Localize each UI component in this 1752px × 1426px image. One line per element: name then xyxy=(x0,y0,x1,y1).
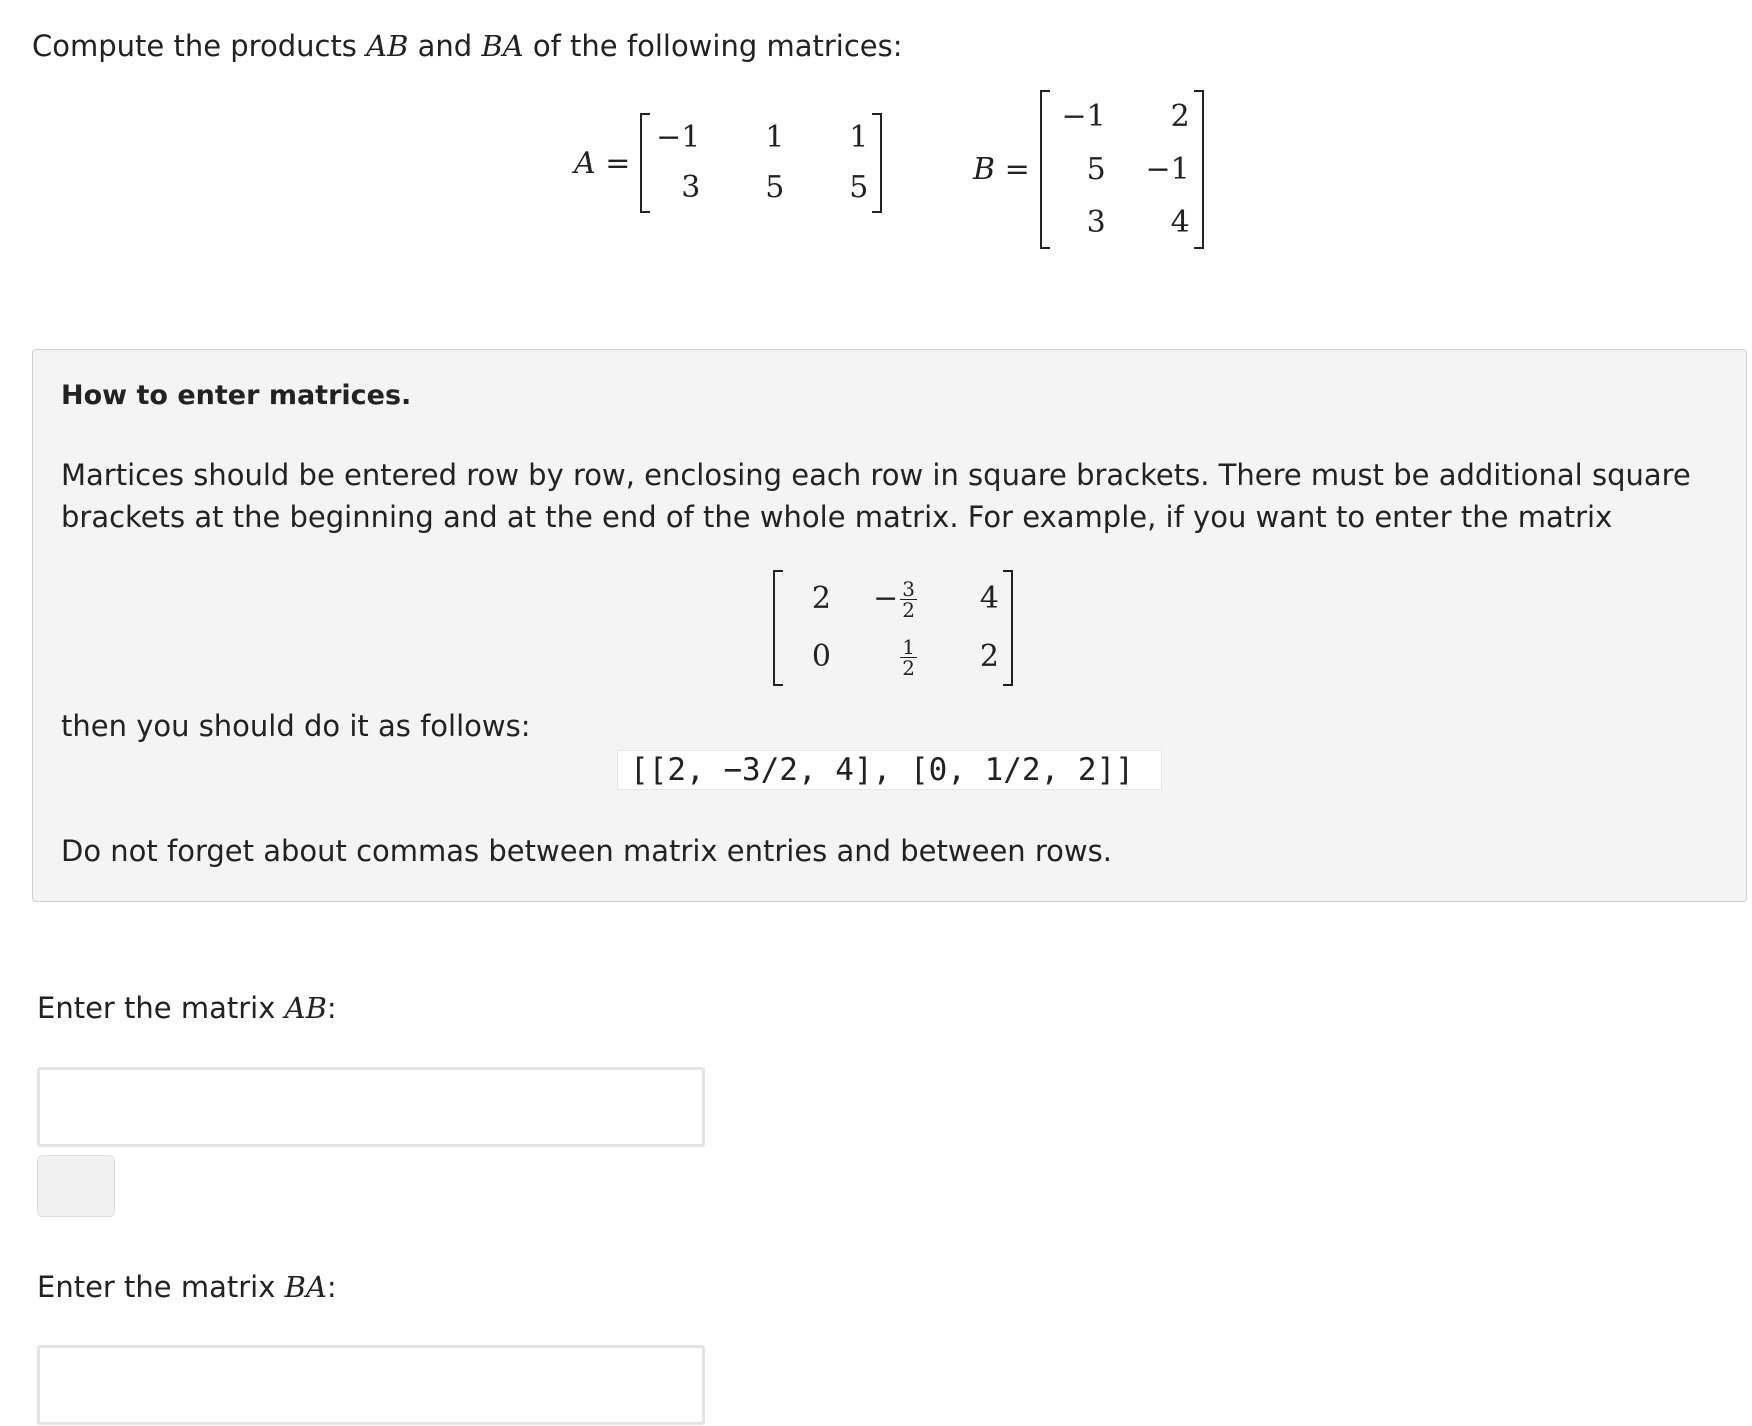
question-text: Compute the products AB and BA of the following matrices: xyxy=(32,29,903,63)
code-example: [[2, −3/2, 4], [0, 1/2, 2]] xyxy=(617,750,1162,790)
matrix-cell: −1 xyxy=(1061,99,1106,134)
matrix-a xyxy=(574,113,882,213)
math-ab: AB xyxy=(366,29,409,63)
answer-ab-input[interactable] xyxy=(37,1067,705,1147)
matrix-cell: 5 xyxy=(765,170,785,205)
check-answer-button[interactable] xyxy=(37,1155,115,1217)
answer-ba-label: Enter the matrix BA: xyxy=(37,1270,337,1304)
example-matrix xyxy=(773,570,1013,686)
matrix-b xyxy=(973,90,1204,249)
example-matrix-body xyxy=(773,570,1013,686)
matrix-cell: −1 xyxy=(656,120,701,155)
matrix-cell: 2 xyxy=(979,639,999,674)
help-title: How to enter matrices. xyxy=(61,380,412,411)
matrix-cell: 1 xyxy=(849,120,869,155)
answer-ba-input[interactable] xyxy=(37,1345,705,1425)
matrix-cell: 4 xyxy=(979,581,999,616)
matrix-cell: 3 xyxy=(1086,205,1106,240)
note-text: Do not forget about commas between matrix entries and between rows. xyxy=(61,834,1112,868)
matrix-cell: 1 xyxy=(765,120,785,155)
matrix-a-body xyxy=(640,113,882,213)
matrix-a-label: A = xyxy=(574,145,631,181)
matrix-b-label: B = xyxy=(973,152,1030,187)
matrix-b-body xyxy=(1040,90,1204,249)
matrix-cell: 5 xyxy=(849,170,869,205)
matrix-cell: 2 xyxy=(1170,99,1190,134)
matrix-cell-fraction: − $\frac{3}{2}$ xyxy=(873,576,915,622)
matrix-cell: 0 xyxy=(811,639,831,674)
then-text: then you should do it as follows: xyxy=(61,709,531,743)
answer-ab-label: Enter the matrix AB: xyxy=(37,991,337,1025)
matrix-cell: −1 xyxy=(1145,152,1190,187)
matrix-cell: 4 xyxy=(1170,205,1190,240)
math-ba: BA xyxy=(481,29,524,63)
matrix-cell: 2 xyxy=(811,581,831,616)
matrix-cell: 3 xyxy=(681,170,701,205)
matrix-cell-fraction: $\frac{1}{2}$ xyxy=(902,634,915,680)
help-panel xyxy=(32,349,1747,902)
help-text: Martices should be entered row by row, enclosing each row in square brackets. There must be additional square brackets at the beginning and at the end of the whole matrix. For example, if you want to enter the matrix xyxy=(61,458,1691,534)
matrix-cell: 5 xyxy=(1086,152,1106,187)
